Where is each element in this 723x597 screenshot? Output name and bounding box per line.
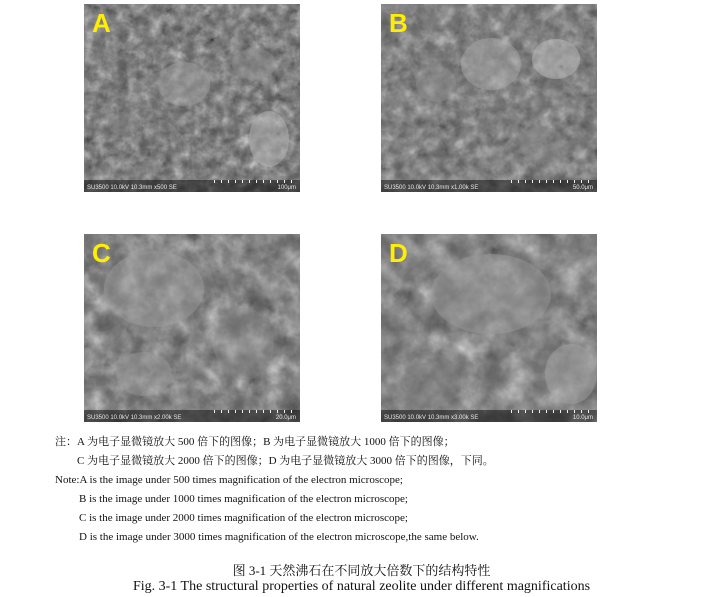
scale-bar <box>214 410 294 413</box>
scale-bar <box>511 180 591 183</box>
note-en-line-2: B is the image under 1000 times magnification of the electron microscope; <box>79 493 408 505</box>
sem-image-a <box>84 4 300 192</box>
sem-image-d <box>381 234 597 422</box>
sem-micrograph <box>381 4 597 192</box>
note-en-line-3: C is the image under 2000 times magnification of the electron microscope; <box>79 512 408 524</box>
sem-micrograph <box>84 234 300 422</box>
figure-caption-en: Fig. 3-1 The structural properties of natural zeolite under different magnifications <box>132 579 591 594</box>
sem-micrograph <box>84 4 300 192</box>
instrument-info: SU3500 10.0kV 10.3mm x1.00k SE <box>384 185 479 191</box>
sem-micrograph <box>381 234 597 422</box>
scale-label: 100μm <box>277 185 296 191</box>
note-cn-line-2: C 为电子显微镜放大 2000 倍下的图像；D 为电子显微镜放大 3000 倍下的图像，下同。 <box>77 455 494 467</box>
scale-label: 20.0μm <box>275 415 296 421</box>
note-en-line-1: Note:A is the image under 500 times magnification of the electron microscope; <box>55 474 403 486</box>
instrument-info: SU3500 10.0kV 10.3mm x2.00k SE <box>87 415 182 421</box>
scale-label: 10.0μm <box>572 415 593 421</box>
note-cn-line-1: 注：A 为电子显微镜放大 500 倍下的图像；B 为电子显微镜放大 1000 倍下的图像； <box>55 436 455 448</box>
instrument-info: SU3500 10.0kV 10.3mm x3.00k SE <box>384 415 479 421</box>
instrument-info: SU3500 10.0kV 10.3mm x500 SE <box>87 185 177 191</box>
figure-caption-cn: 图 3-1 天然沸石在不同放大倍数下的结构特性 <box>232 563 491 578</box>
sem-image-c <box>84 234 300 422</box>
panel-label: B <box>389 8 408 38</box>
scale-bar <box>214 180 294 183</box>
note-en-line-4: D is the image under 3000 times magnification of the electron microscope,the same below. <box>79 531 479 543</box>
scale-bar <box>511 410 591 413</box>
panel-label: C <box>92 238 111 268</box>
panel-label: A <box>92 8 111 38</box>
scale-label: 50.0μm <box>572 185 593 191</box>
sem-image-b <box>381 4 597 192</box>
panel-label: D <box>389 238 408 268</box>
